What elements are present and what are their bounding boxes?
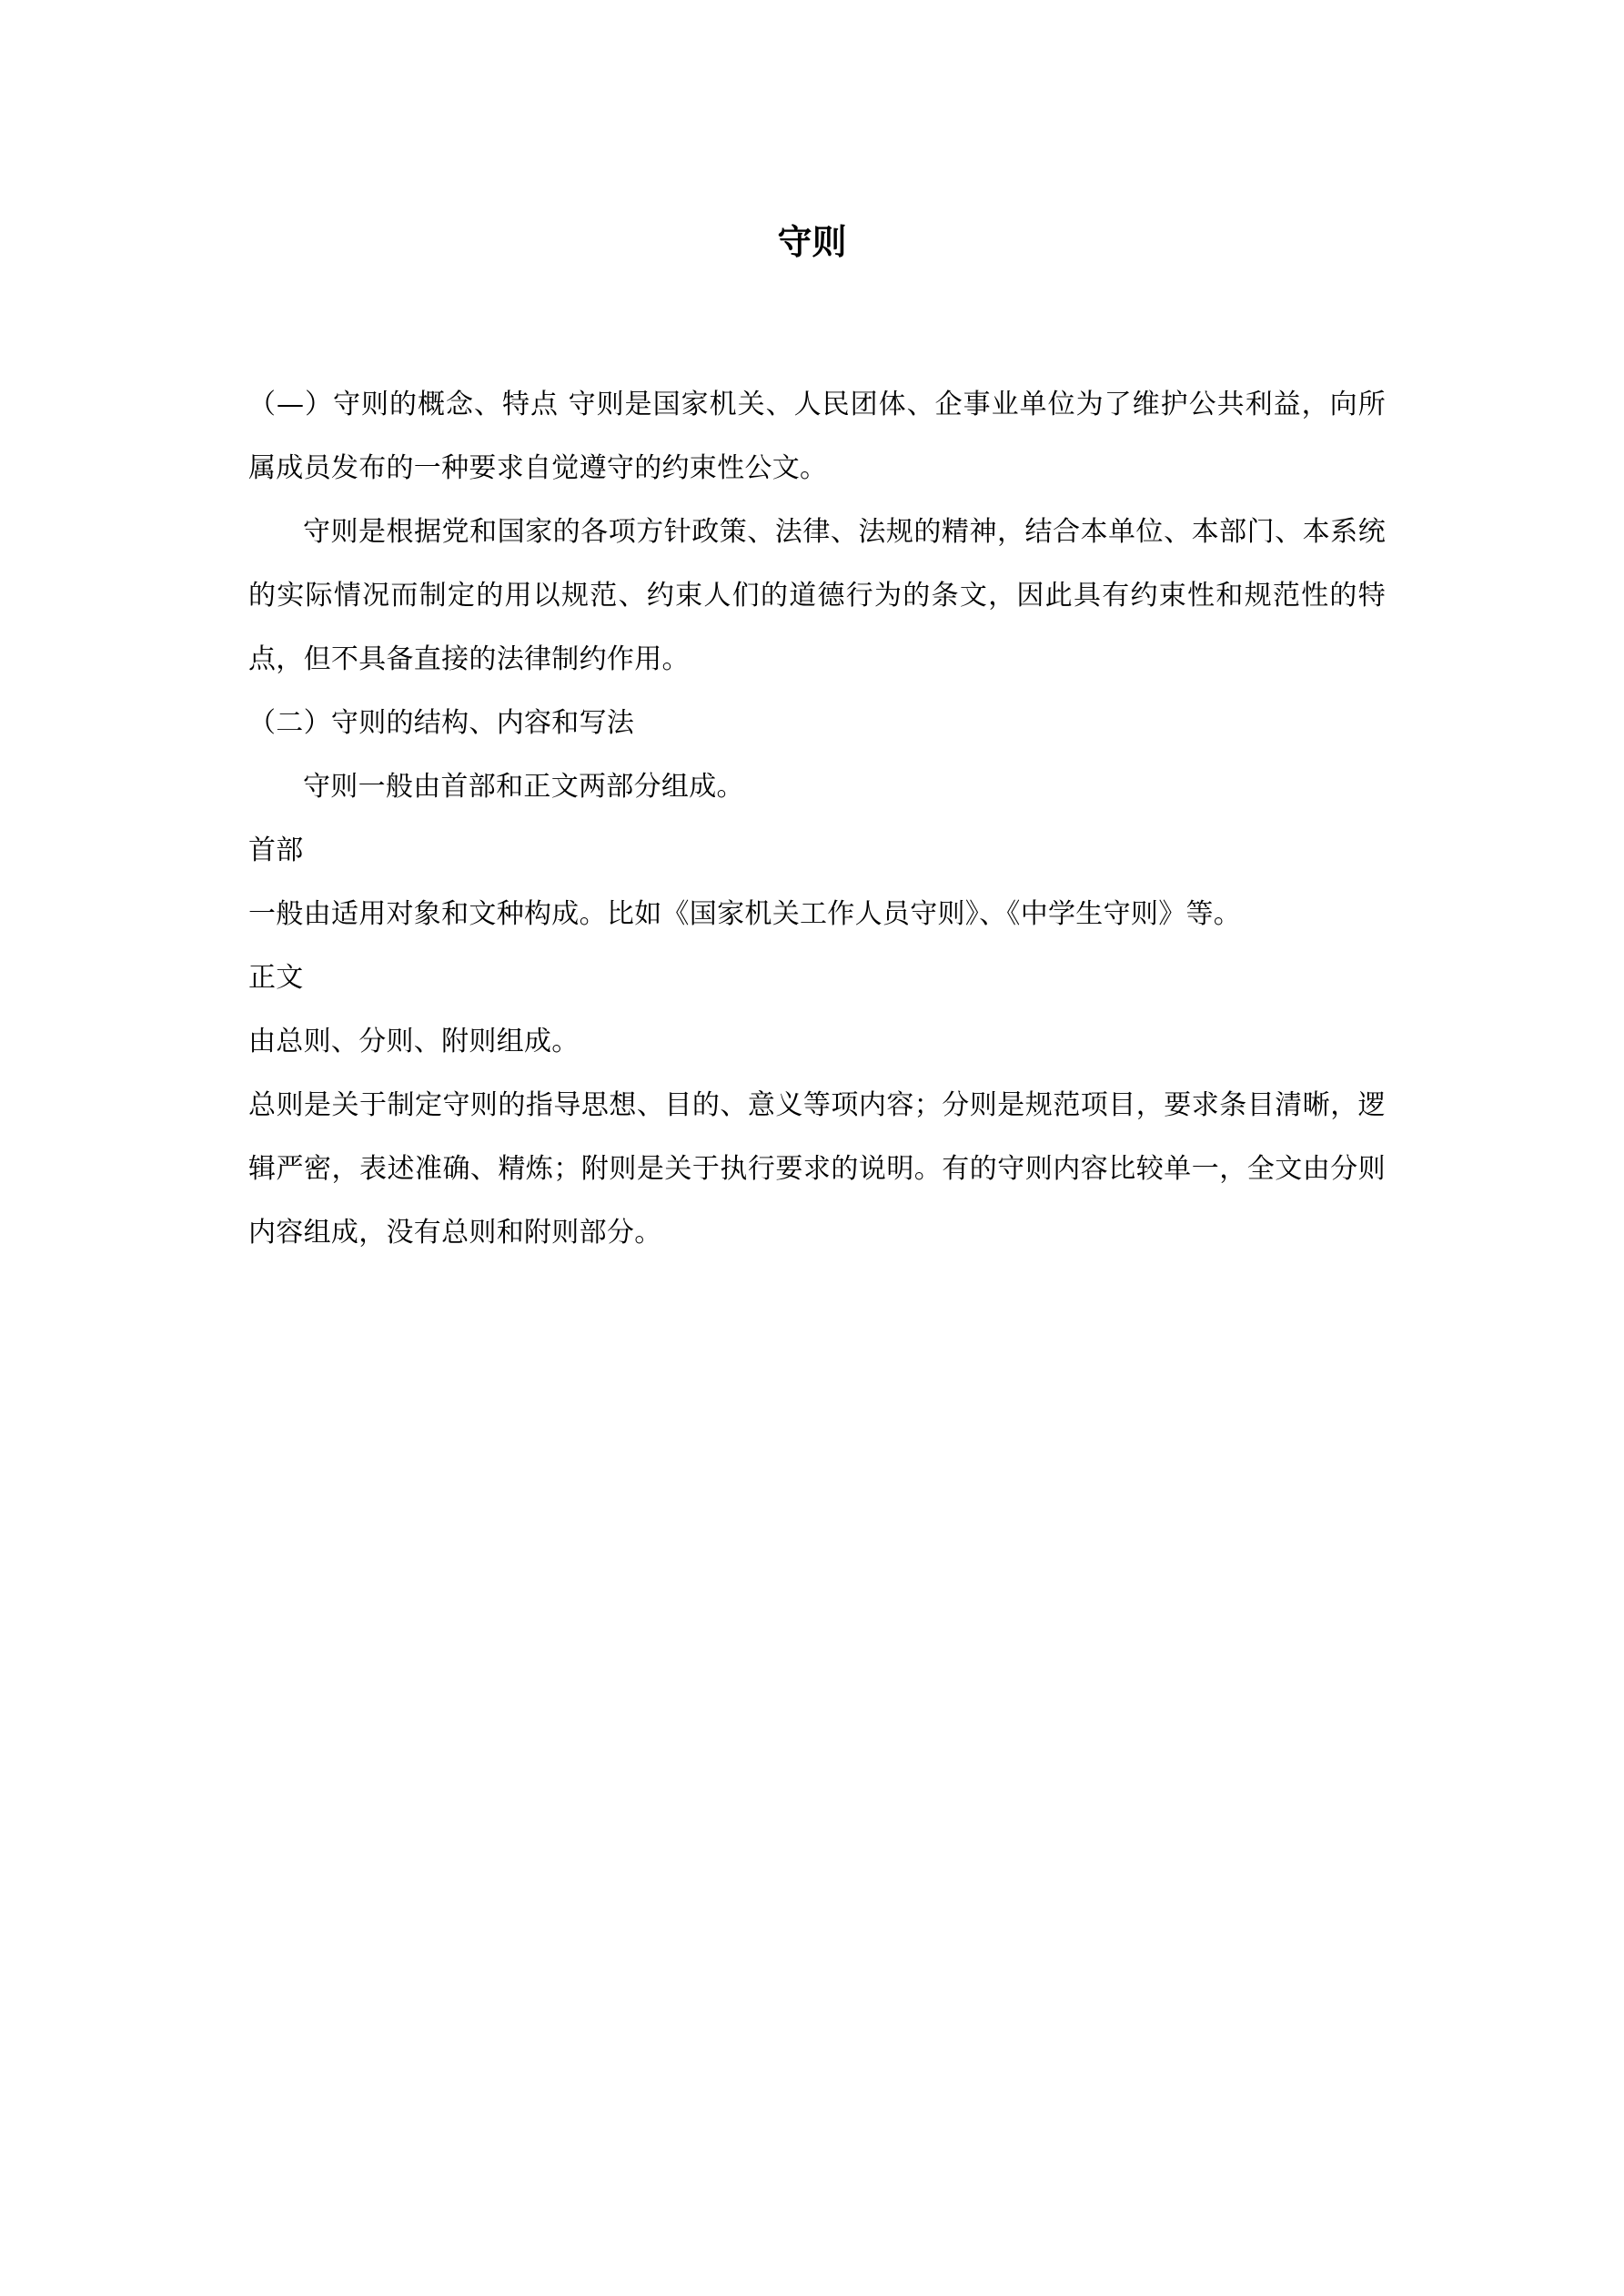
paragraph-main-details: 总则是关于制定守则的指导思想、目的、意义等项内容；分则是规范项目，要求条目清晰，逻辑严密，表述准确、精炼；附则是关于执行要求的说明。有的守则内容比较单一，全文由分则内容组成，没有总则和附则部分。 — [248, 1089, 1386, 1249]
subheading-main-text: 正文 — [248, 962, 304, 994]
paragraph-main-parts: 由总则、分则、附则组成。 — [248, 1026, 580, 1057]
paragraph-basis: 守则是根据党和国家的各项方针政策、法律、法规的精神，结合本单位、本部门、本系统的实际情况而制定的用以规范、约束人们的道德行为的条文，因此具有约束性和规范性的特点，但不具备直接的法律制约作用。 — [248, 516, 1386, 675]
document-body — [248, 373, 1386, 1265]
subheading-header: 首部 — [248, 834, 304, 866]
paragraph-composition: 守则一般由首部和正文两部分组成。 — [303, 771, 744, 803]
paragraph-header: 一般由适用对象和文种构成。比如《国家机关工作人员守则》、《中学生守则》等。 — [248, 898, 1242, 930]
document-title: 守则 — [777, 222, 847, 262]
paragraph-concept: （—）守则的概念、特点 守则是国家机关、人民团体、企事业单位为了维护公共利益，向所属成员发布的一种要求自觉遵守的约束性公文。 — [248, 389, 1386, 484]
section-heading-structure: （二）守则的结构、内容和写法 — [248, 707, 635, 739]
